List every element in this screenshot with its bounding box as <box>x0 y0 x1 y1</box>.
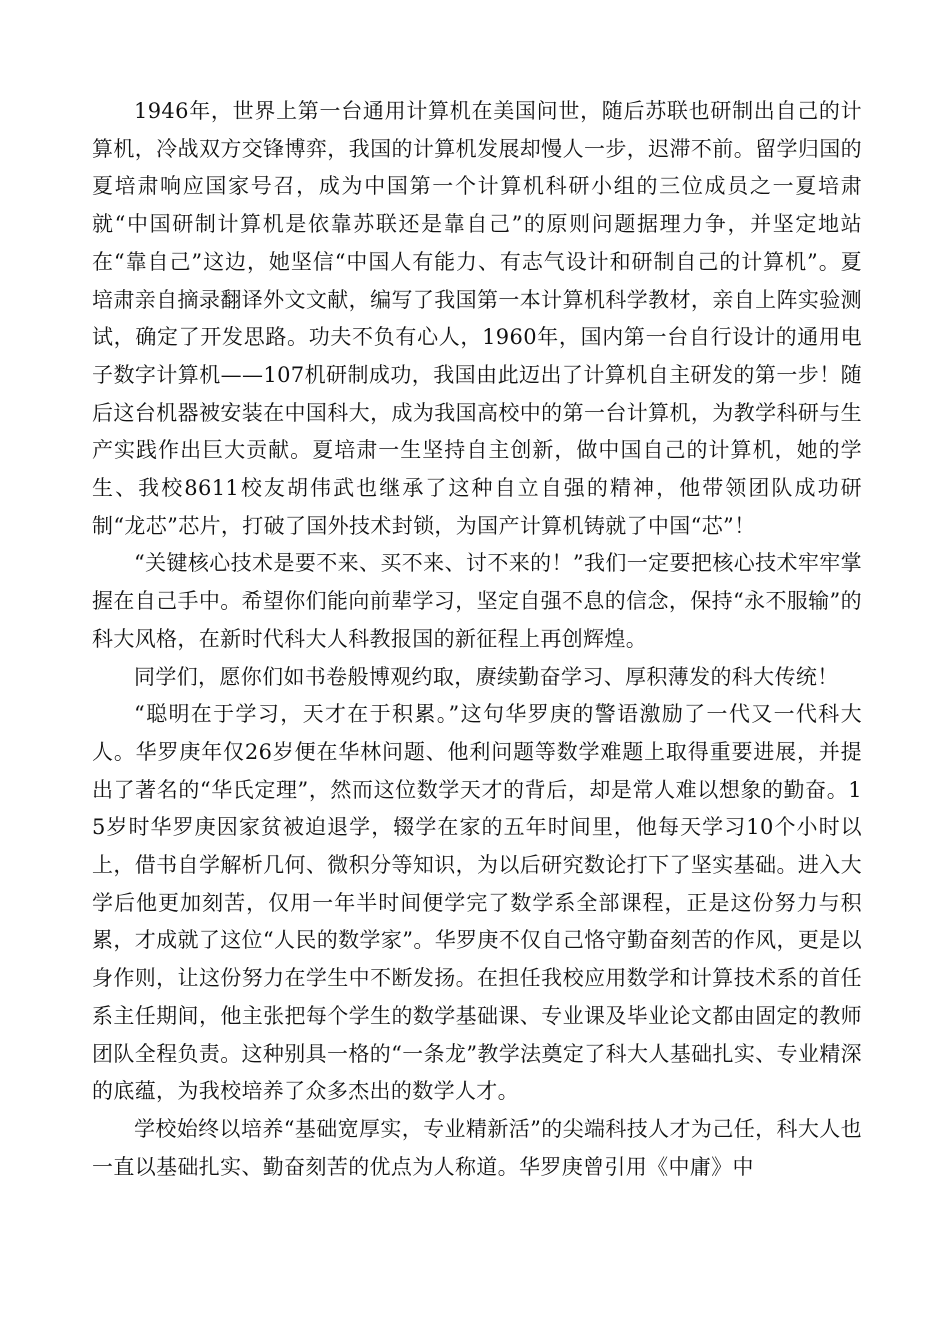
paragraph-study-tradition: 同学们，愿你们如书卷般博观约取，赓续勤奋学习、厚积薄发的科大传统！ <box>134 664 839 689</box>
paragraph-hua-luogeng: “聪明在于学习，天才在于积累。”这句华罗庚的警语激励了一代又一代科大人。华罗庚年仅26岁便在华林问题、他利问题等数学难题上取得重要进展，并提出了著名的“华氏定理”，然而这位数学天才的背后，却是常人难以想象的勤奋。15岁时华罗庚因家贫被迫退学，辍学在家的五年时间里，他每天学习10个小时以上，借书自学解析几何、微积分等知识，为以后研究数论打下了坚实基础。进入大学后他更加刻苦，仅用一年半时间便学完了数学系全部课程，正是这份努力与积累，才成就了这位“人民的数学家”。华罗庚不仅自己恪守勤奋刻苦的作风，更是以身作则，让这份努力在学生中不断发扬。在担任我校应用数学和计算技术系的首任系主任期间，他主张把每个学生的数学基础课、专业课及毕业论文都由固定的教师团队全程负责。这种别具一格的“一条龙”教学法奠定了科大人基础扎实、专业精深的底蕴，为我校培养了众多杰出的数学人才。 <box>92 702 862 1104</box>
paragraph-xia-peisu-computer: 1946年，世界上第一台通用计算机在美国问世，随后苏联也研制出自己的计算机，冷战双方交锋博弈，我国的计算机发展却慢人一步，迟滞不前。留学归国的夏培肃响应国家号召，成为中国第一个计算机科研小组的三位成员之一夏培肃就“中国研制计算机是依靠苏联还是靠自己”的原则问题据理力争，并坚定地站在“靠自己”这边，她坚信“中国人有能力、有志气设计和研制自己的计算机”。夏培肃亲自摘录翻译外文文献，编写了我国第一本计算机科学教材，亲自上阵实验测试，确定了开发思路。功夫不负有心人，1960年，国内第一台自行设计的通用电子数字计算机——107机研制成功，我国由此迈出了计算机自主研发的第一步！随后这台机器被安装在中国科大，成为我国高校中的第一台计算机，为教学科研与生产实践作出巨大贡献。夏培肃一生坚持自主创新，做中国自己的计算机，她的学生、我校8611校友胡伟武也继承了这种自立自强的精神，他带领团队成功研制“龙芯”芯片，打破了国外技术封锁，为国产计算机铸就了中国“芯”！ <box>92 99 862 538</box>
paragraph-talent-cultivation: 学校始终以培养“基础宽厚实，专业精新活”的尖端科技人才为己任，科大人也一直以基础扎实、勤奋刻苦的优点为人称道。华罗庚曾引用《中庸》中 <box>92 1116 862 1179</box>
document-body <box>92 93 862 1186</box>
paragraph-core-technology: “关键核心技术是要不来、买不来、讨不来的！”我们一定要把核心技术牢牢掌握在自己手中。希望你们能向前辈学习，坚定自强不息的信念，保持“永不服输”的科大风格，在新时代科大人科教报国的新征程上再创辉煌。 <box>92 551 862 651</box>
